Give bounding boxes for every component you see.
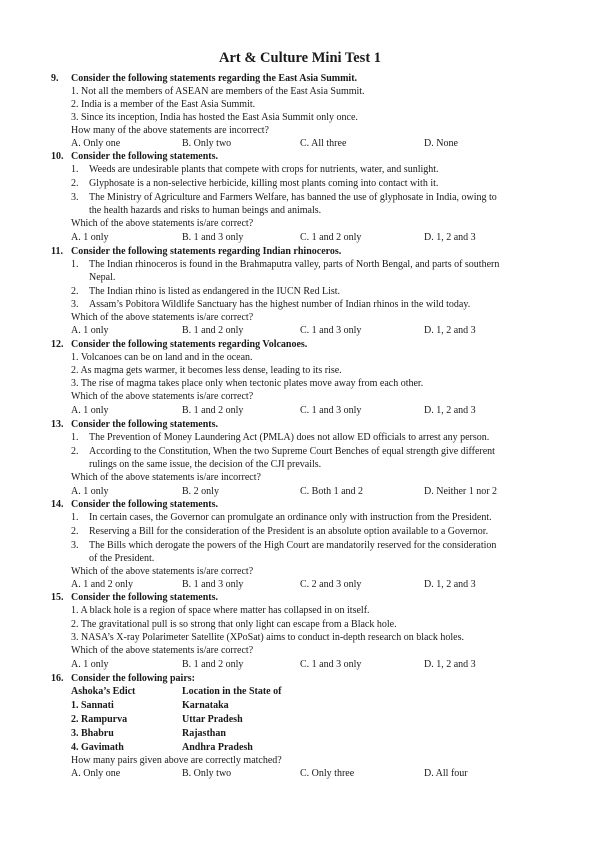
q12-option-b: B. 1 and 2 only [182,405,244,416]
q12-option-c: C. 1 and 3 only [300,405,362,416]
q11-stem: Consider the following statements regarding Indian rhinoceros. [71,246,342,257]
q10-option-b: B. 1 and 3 only [182,232,244,243]
q14-option-c: C. 2 and 3 only [300,579,362,590]
q12-statement-3: 3. The rise of magma takes place only when tectonic plates move away from each other. [71,378,424,389]
q10-number: 10. [51,151,64,162]
q9-option-a: A. Only one [71,138,121,149]
q10-statement-1-number: 1. [71,164,79,175]
q16-row-edict: 3. Bhabru [71,728,114,739]
q9-option-d: D. None [424,138,458,149]
q16-row-state: Karnataka [182,700,229,711]
q10-statement-3a: The Ministry of Agriculture and Farmers Welfare, has banned the use of glyphosate in India, owing to [89,192,497,203]
q10-statement-3-number: 3. [71,192,79,203]
q11-statement-1-number: 1. [71,259,79,270]
q15-number: 15. [51,592,64,603]
q14-statement-2: Reserving a Bill for the consideration of the President is an absolute option available to a Governor. [89,526,489,537]
q9-option-b: B. Only two [182,138,232,149]
q11-option-a: A. 1 only [71,325,109,336]
q13-statement-2-number: 2. [71,446,79,457]
q14-statement-3a: The Bills which derogate the powers of the High Court are mandatorily reserved for the consideration [89,540,497,551]
q13-statement-1-number: 1. [71,432,79,443]
q11-statement-1a: The Indian rhinoceros is found in the Brahmaputra valley, parts of North Bengal, and parts of southern [89,259,500,270]
q16-row-edict: 2. Rampurva [71,714,128,725]
q9-option-c: C. All three [300,138,347,149]
q10-statement-2: Glyphosate is a non-selective herbicide, killing most plants coming into contact with it. [89,178,439,189]
q16-row-state: Andhra Pradesh [182,742,253,753]
q11-statement-3: Assam’s Pobitora Wildlife Sanctuary has the highest number of Indian rhinos in the wild today. [89,299,471,310]
q10-statement-1: Weeds are undesirable plants that compete with crops for nutrients, water, and sunlight. [89,164,439,175]
q14-option-b: B. 1 and 3 only [182,579,244,590]
page-title: Art & Culture Mini Test 1 [218,50,382,66]
q14-statement-1-number: 1. [71,512,79,523]
q13-question: Which of the above statements is/are incorrect? [71,472,261,483]
q15-option-c: C. 1 and 3 only [300,659,362,670]
q11-question: Which of the above statements is/are correct? [71,312,254,323]
q14-statement-3b: of the President. [89,553,155,564]
q13-option-b: B. 2 only [182,486,219,497]
q9-question: How many of the above statements are incorrect? [71,125,269,136]
q16-option-b: B. Only two [182,768,232,779]
q9-number: 9. [51,73,59,84]
q13-number: 13. [51,419,64,430]
q15-statement-2: 2. The gravitational pull is so strong that only light can escape from a Black hole. [71,619,397,630]
q11-statement-2-number: 2. [71,286,79,297]
q16-option-c: C. Only three [300,768,355,779]
q10-option-d: D. 1, 2 and 3 [424,232,476,243]
q16-option-d: D. All four [424,768,468,779]
q14-option-a: A. 1 and 2 only [71,579,133,590]
q10-option-a: A. 1 only [71,232,109,243]
q14-number: 14. [51,499,64,510]
q10-statement-3b: the health hazards and risks to human beings and animals. [89,205,322,216]
q14-statement-2-number: 2. [71,526,79,537]
q11-option-b: B. 1 and 2 only [182,325,244,336]
q10-question: Which of the above statements is/are correct? [71,218,254,229]
q11-option-c: C. 1 and 3 only [300,325,362,336]
q15-option-d: D. 1, 2 and 3 [424,659,476,670]
q16-row-edict: 4. Gavimath [71,742,124,753]
q11-option-d: D. 1, 2 and 3 [424,325,476,336]
q15-option-a: A. 1 only [71,659,109,670]
q12-option-d: D. 1, 2 and 3 [424,405,476,416]
q14-question: Which of the above statements is/are correct? [71,566,254,577]
q13-statement-2b: rulings on the same issue, the decision of the CJI prevails. [89,459,322,470]
q13-option-c: C. Both 1 and 2 [300,486,364,497]
q16-question: How many pairs given above are correctly matched? [71,755,282,766]
q14-statement-1: In certain cases, the Governor can promulgate an ordinance only with instruction from the President. [89,512,492,523]
q15-statement-1: 1. A black hole is a region of space where matter has collapsed in on itself. [71,605,370,616]
q16-option-a: A. Only one [71,768,121,779]
q11-statement-2: The Indian rhino is listed as endangered in the IUCN Red List. [89,286,341,297]
q16-row-edict: 1. Sannati [71,700,114,711]
q9-statement-3: 3. Since its inception, India has hosted the East Asia Summit only once. [71,112,358,123]
q13-option-d: D. Neither 1 nor 2 [424,486,498,497]
q12-statement-2: 2. As magma gets warmer, it becomes less dense, leading to its rise. [71,365,342,376]
q12-option-a: A. 1 only [71,405,109,416]
q9-stem: Consider the following statements regarding the East Asia Summit. [71,73,358,84]
q12-question: Which of the above statements is/are correct? [71,391,254,402]
q10-statement-2-number: 2. [71,178,79,189]
q11-number: 11. [51,246,63,257]
q13-statement-1: The Prevention of Money Laundering Act (PMLA) does not allow ED officials to arrest any person. [89,432,490,443]
q13-statement-2a: According to the Constitution, When the two Supreme Court Benches of equal strength give different [89,446,495,457]
q16-row-state: Rajasthan [182,728,226,739]
q9-statement-2: 2. India is a member of the East Asia Summit. [71,99,256,110]
q11-statement-3-number: 3. [71,299,79,310]
q14-stem: Consider the following statements. [71,499,219,510]
q11-statement-1b: Nepal. [89,272,116,283]
q15-statement-3: 3. NASA’s X-ray Polarimeter Satellite (XPoSat) aims to conduct in-depth research on black holes. [71,632,464,643]
q12-stem: Consider the following statements regarding Volcanoes. [71,339,308,350]
q13-stem: Consider the following statements. [71,419,219,430]
q14-statement-3-number: 3. [71,540,79,551]
q10-option-c: C. 1 and 2 only [300,232,362,243]
q16-column-header-edict: Ashoka’s Edict [71,686,136,697]
q16-column-header-state: Location in the State of [182,686,282,697]
q16-stem: Consider the following pairs: [71,673,195,684]
q12-statement-1: 1. Volcanoes can be on land and in the ocean. [71,352,253,363]
q15-option-b: B. 1 and 2 only [182,659,244,670]
q14-option-d: D. 1, 2 and 3 [424,579,476,590]
q16-row-state: Uttar Pradesh [182,714,243,725]
q15-question: Which of the above statements is/are correct? [71,645,254,656]
q13-option-a: A. 1 only [71,486,109,497]
q15-stem: Consider the following statements. [71,592,219,603]
q16-number: 16. [51,673,64,684]
q10-stem: Consider the following statements. [71,151,219,162]
q12-number: 12. [51,339,64,350]
q9-statement-1: 1. Not all the members of ASEAN are members of the East Asia Summit. [71,86,365,97]
